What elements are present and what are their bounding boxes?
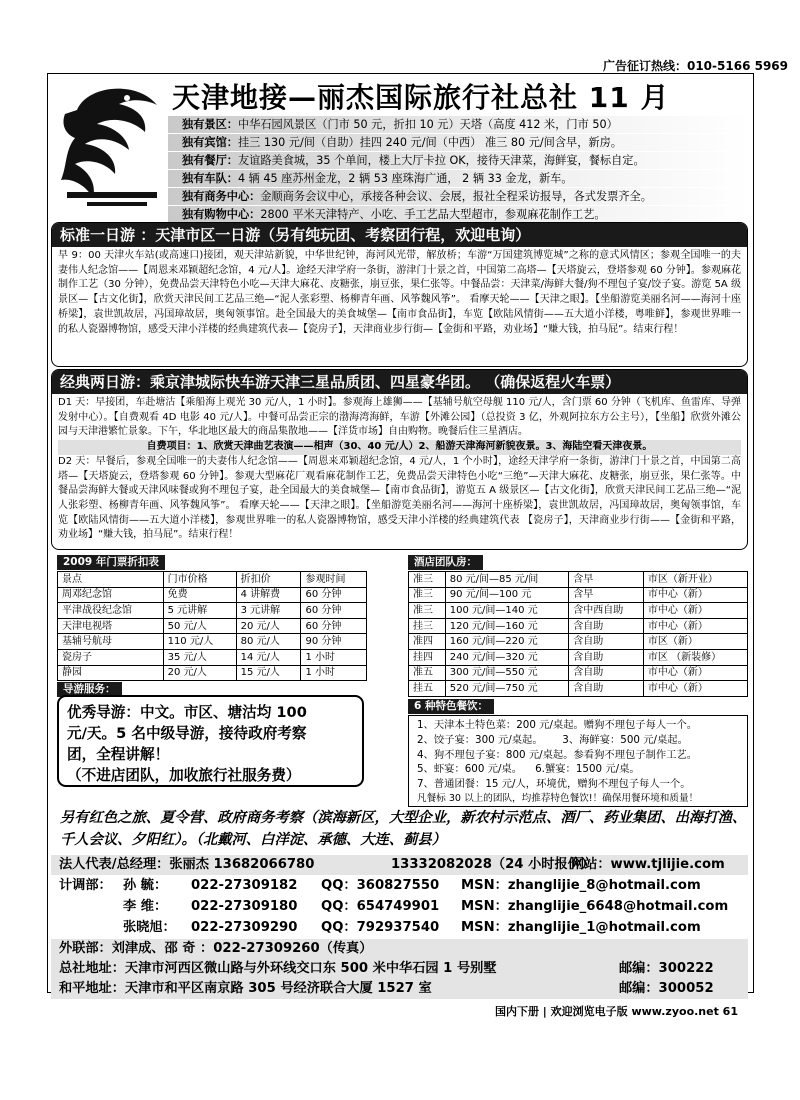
dish-line: 7、普通团餐：15 元/人，环境优，赠狗不理包子每人一个。 bbox=[417, 778, 691, 791]
table-cell: 15 元/人 bbox=[236, 665, 301, 681]
feature-scenic: 独有景区：中华石园风景区（门市 50 元，折扣 10 元）天塔（高度 412 米，门市 50） bbox=[168, 116, 748, 133]
contact-legal-row bbox=[51, 855, 748, 875]
one-day-tour-itinerary: 早 9：00 天津火车站(或高速口)接团，观天津站新貌，中华世纪钟，海河风光带，解放桥；车游“万国建筑博览城”之称的意式风情区；参观全国唯一的夫妻伟人纪念馆——【周恩来邓颖超纪念馆，4 元/人】。途经天津学府一条街，游津门十景之首，中国第二高塔—【天塔旋云，登塔参观 60 分钟】。参观麻花制作工艺（30 分钟），免费品尝天津特色小吃—天津大麻花、皮糖张，崩豆张，果仁张等。中餐品尝：天津菜/海鲜大餐/狗不理包子宴/饺子宴。游览 5A 级景区—【古文化街】，欣赏天津民间工艺品三绝—“泥人张彩塑、杨柳青年画、风筝魏风筝”。 看摩天轮——【天津之眼】。【坐船游览美丽名河——海河十座桥梁】，袁世凯故居，冯国璋故居，奥匈领事馆。赴全国最大的美食城堡—【南市食品街】，车览【欧陆风情街——五大道小洋楼，粤唯鲜】，参观世界唯一的私人瓷器博物馆，感受天津小洋楼的经典建筑代表—【瓷房子】，天津商业步行街—【金街和平路，劝业场】“赚大钱，拍马屁”。结束行程！ bbox=[58, 250, 741, 335]
table-row bbox=[409, 634, 748, 650]
one-day-tour-section bbox=[51, 222, 748, 367]
table-cell: 景点 bbox=[58, 572, 164, 588]
hq-address-row bbox=[51, 959, 748, 979]
table-header-row bbox=[58, 572, 367, 588]
table-cell: 60 分钟 bbox=[301, 603, 367, 619]
dish-item: 5、虾宴：600 元/桌。 bbox=[417, 763, 523, 776]
table-cell: 3 元讲解 bbox=[236, 603, 301, 619]
table-cell: 含中西自助 bbox=[569, 603, 644, 619]
table-cell: 300 元/间—550 元 bbox=[445, 665, 569, 681]
table-cell: 准五 bbox=[409, 665, 446, 681]
two-day-tour-extras: 自费项目：1、欣赏天津曲艺表演——相声（30、40 元/人）2、船游天津海河新貌夜景。3、海陆空看天津夜景。 bbox=[58, 440, 741, 455]
contact-person-row bbox=[51, 897, 748, 917]
table-row bbox=[58, 603, 367, 619]
table-cell: 5 元讲解 bbox=[163, 603, 236, 619]
table-row bbox=[58, 587, 367, 603]
table-row bbox=[409, 665, 748, 681]
contact-name: 张晓旭： bbox=[123, 920, 176, 935]
two-day-tour-day1: D1 天：早接团，车赴塘沽【乘船海上观光 30 元/人，1 小时】。参观海上雄狮——【基辅号航空母舰 110 元/人，含门票 60 分钟（飞机库、鱼雷库、导弹发射中心）。【自费观看 4D 电影 40 元/人】。中餐可品尝正宗的渤海湾海鲜，车游【外滩公园】（总投资 3 亿，外观阿拉东方公主号），【坐船】欣赏外滩公园与天津港繁忙景象。下午，华北地区最大的商品集散地——【洋货市场】自由购物。晚餐后住三星酒店。 bbox=[58, 397, 741, 438]
table-cell: 参观时间 bbox=[301, 572, 367, 588]
dishes-label: 6 种特色餐饮： bbox=[408, 699, 494, 714]
feature-shopping-center: 独有购物中心：2800 平米天津特产、小吃、手工艺品大型超市，参观麻花制作工艺。 bbox=[168, 206, 748, 223]
other-tours-note: 另有红色之旅、夏令营、政府商务考察（滨海新区，大型企业，新农村示范点、酒厂、药业集团、出海打渔、千人会议、夕阳红）。（北戴河、白洋淀、承德、大连、蓟县） bbox=[60, 810, 747, 848]
guide-service-box bbox=[57, 695, 364, 787]
dish-line bbox=[417, 733, 739, 748]
table-cell: 市中心（新） bbox=[643, 681, 747, 697]
contact-name: 李 维： bbox=[123, 899, 168, 914]
guide-line: 团，全程讲解！ bbox=[67, 746, 170, 763]
table-cell: 50 元/人 bbox=[163, 618, 236, 634]
table-cell: 120 元/间—160 元 bbox=[445, 618, 569, 634]
table-cell: 160 元/间—220 元 bbox=[445, 634, 569, 650]
dragon-logo-icon bbox=[57, 80, 167, 210]
table-row bbox=[409, 681, 748, 697]
contact-msn[interactable]: MSN：zhanglijie_8@hotmail.com bbox=[461, 878, 701, 893]
table-cell: 挂四 bbox=[409, 649, 446, 665]
table-row bbox=[409, 603, 748, 619]
legal-representative: 法人代表/总经理：张丽杰 13682066780 bbox=[59, 857, 315, 872]
contact-name: 孙 毓： bbox=[123, 878, 168, 893]
table-cell: 准三 bbox=[409, 572, 446, 588]
table-cell: 市中心（新） bbox=[643, 665, 747, 681]
guide-service-label: 导游服务： bbox=[57, 682, 122, 697]
table-cell: 110 元/人 bbox=[163, 634, 236, 650]
contact-qq: QQ：360827550 bbox=[321, 878, 440, 893]
contact-phone: 022-27309290 bbox=[191, 920, 298, 935]
table-cell: 90 元/间—100 元 bbox=[445, 587, 569, 603]
table-cell: 免费 bbox=[163, 587, 236, 603]
heping-address-row bbox=[51, 979, 748, 999]
heping-zip: 邮编：300052 bbox=[619, 981, 714, 996]
feature-restaurant: 独有餐厅：友谊路美食城，35 个单间，楼上大厅卡拉 OK，接待天津菜，海鲜宴，餐标自定。 bbox=[168, 152, 748, 169]
contact-phone: 022-27309180 bbox=[191, 899, 298, 914]
two-day-tour-day2: D2 天：早餐后，参观全国唯一的夫妻伟人纪念馆——【周恩来邓颖超纪念馆，4 元/人，1 个小时】，途经天津学府一条街，游津门十景之首，中国第二高塔—【天塔旋云，登塔参观 60 分钟】。参观大型麻花厂观看麻花制作工艺，免费品尝天津特色小吃“三绝”—天津大麻花、皮糖张，崩豆张，果仁张等。中餐品尝海鲜大餐或天津风味餐或狗不理包子宴，赴全国最大的美食城堡—【南市食品街】，游览五 A 级景区—【古文化街】，欣赏天津民间工艺品三绝—“泥人张彩塑、杨柳青年画、风筝魏风筝”。 看摩天轮——【天津之眼】。【坐船游览美丽名河——海河十座桥梁】，袁世凯故居，冯国璋故居，奥匈领事馆，车览【欧陆风情街——五大道小洋楼】，参观世界唯一的私人瓷器博物馆，感受天津小洋楼的经典建筑代表 【瓷房子】，天津商业步行街——【金街和平路，劝业场】“赚大钱，拍马屁”。结束行程！ bbox=[58, 455, 741, 541]
table-cell: 100 元/间—140 元 bbox=[445, 603, 569, 619]
contact-person-row bbox=[51, 918, 748, 938]
table-cell: 20 元/人 bbox=[163, 665, 236, 681]
table-cell: 挂五 bbox=[409, 681, 446, 697]
contact-qq: QQ：654749901 bbox=[321, 899, 440, 914]
table-cell: 瓷房子 bbox=[58, 649, 164, 665]
special-dishes-box bbox=[408, 715, 748, 807]
table-cell: 含早 bbox=[569, 587, 644, 603]
table-cell: 含自助 bbox=[569, 634, 644, 650]
table-cell: 60 分钟 bbox=[301, 587, 367, 603]
table-cell: 折扣价 bbox=[236, 572, 301, 588]
one-day-tour-header: 标准一日游 ：天津市区一日游（另有纯玩团、考察团行程，欢迎电询） bbox=[52, 223, 747, 247]
table-row bbox=[58, 649, 367, 665]
table-cell: 520 元/间—750 元 bbox=[445, 681, 569, 697]
table-row bbox=[409, 618, 748, 634]
table-cell: 准四 bbox=[409, 634, 446, 650]
dept-label: 计调部： bbox=[59, 878, 112, 893]
dish-line bbox=[417, 762, 739, 777]
table-cell: 80 元/人 bbox=[236, 634, 301, 650]
table-cell: 市中心（新） bbox=[643, 587, 747, 603]
table-cell: 240 元/间—320 元 bbox=[445, 649, 569, 665]
table-cell: 80 元/间—85 元/间 bbox=[445, 572, 569, 588]
table-cell: 含自助 bbox=[569, 665, 644, 681]
table-cell: 平津战役纪念馆 bbox=[58, 603, 164, 619]
hotel-table-label: 酒店团队房： bbox=[408, 555, 483, 570]
table-cell: 市中心（新） bbox=[643, 603, 747, 619]
contact-phone: 022-27309182 bbox=[191, 878, 298, 893]
two-day-tour-header: 经典两日游：乘京津城际快车游天津三星品质团、四星豪华团。 （确保返程火车票） bbox=[52, 370, 747, 394]
table-cell: 14 元/人 bbox=[236, 649, 301, 665]
dish-line: 1、天津本土特色菜：200 元/桌起。赠狗不理包子每人一个。 bbox=[417, 719, 698, 731]
table-cell: 市中心（新） bbox=[643, 618, 747, 634]
table-row bbox=[409, 649, 748, 665]
feature-hotel: 独有宾馆：挂三 130 元/间（自助）挂四 240 元/间（中西） 准三 80 元/间含早，新房。 bbox=[168, 134, 748, 151]
hotel-rate-table bbox=[408, 571, 748, 697]
ad-hotline: 广告征订热线：010-5166 5969 bbox=[602, 59, 788, 73]
dish-line: 凡餐标 30 以上的团队，均推荐特色餐饮!！确保用餐环境和质量！ bbox=[417, 792, 699, 804]
table-cell: 60 分钟 bbox=[301, 618, 367, 634]
table-cell: 准三 bbox=[409, 587, 446, 603]
feature-fleet: 独有车队：4 辆 45 座苏州金龙，2 辆 53 座珠海广通， 2 辆 33 金龙，新车。 bbox=[168, 170, 748, 187]
feature-business-center: 独有商务中心：金顺商务会议中心，承接各种会议、会展，报社全程采访报导，各式发票齐全。 bbox=[168, 188, 748, 205]
table-cell: 静园 bbox=[58, 665, 164, 681]
contact-qq: QQ：792937540 bbox=[321, 920, 440, 935]
guide-line: 优秀导游：中文。市区、塘沽均 100 bbox=[67, 704, 307, 721]
table-row bbox=[58, 618, 367, 634]
contact-person-row bbox=[51, 876, 748, 896]
table-cell: 含自助 bbox=[569, 618, 644, 634]
dish-item: 2、饺子宴：300 元/桌起。 bbox=[417, 733, 543, 746]
table-cell: 4 讲解费 bbox=[236, 587, 301, 603]
table-cell: 含自助 bbox=[569, 681, 644, 697]
contact-msn[interactable]: MSN：zhanglijie_1@hotmail.com bbox=[461, 920, 701, 935]
contact-foreign-dept bbox=[51, 939, 748, 959]
table-cell: 周邓纪念馆 bbox=[58, 587, 164, 603]
legal-phone-24h: 13332082028（24 小时报价） bbox=[391, 857, 595, 872]
table-row bbox=[58, 634, 367, 650]
table-row bbox=[409, 572, 748, 588]
table-cell: 90 分钟 bbox=[301, 634, 367, 650]
ticket-table-label: 2009 年门票折扣表 bbox=[57, 555, 165, 570]
foreign-dept-text: 外联部：刘津成、邵 奇 ：022-27309260（传真） bbox=[59, 941, 373, 956]
guide-line: 元/天。5 名中级导游，接待政府考察 bbox=[67, 725, 307, 742]
two-day-tour-section bbox=[51, 369, 748, 550]
table-cell: 1 小时 bbox=[301, 665, 367, 681]
table-row bbox=[409, 587, 748, 603]
hq-address: 总社地址：天津市河西区微山路与外环线交口东 500 米中华石园 1 号别墅 bbox=[59, 961, 497, 976]
table-cell: 市区（新） bbox=[643, 634, 747, 650]
website-link[interactable]: 网站：www.tjlijie.com bbox=[571, 857, 725, 872]
dish-line: 4、狗不理包子宴：800 元/桌起。参看狗不理包子制作工艺。 bbox=[417, 748, 698, 761]
dish-item: 6.蟹宴：1500 元/桌。 bbox=[535, 763, 640, 776]
heping-address: 和平地址：天津市和平区南京路 305 号经济联合大厦 1527 室 bbox=[59, 981, 432, 996]
table-cell: 挂三 bbox=[409, 618, 446, 634]
agency-headline: 天津地接—丽杰国际旅行社总社 11 月 bbox=[172, 81, 670, 114]
page-footer: 国内下册 | 欢迎浏览电子版 www.zyoo.net 61 bbox=[494, 1005, 738, 1018]
table-cell: 天津电视塔 bbox=[58, 618, 164, 634]
table-cell: 20 元/人 bbox=[236, 618, 301, 634]
table-cell: 含早 bbox=[569, 572, 644, 588]
table-cell: 含自助 bbox=[569, 649, 644, 665]
table-cell: 35 元/人 bbox=[163, 649, 236, 665]
table-row bbox=[58, 665, 367, 681]
contact-msn[interactable]: MSN：zhanglijie_6648@hotmail.com bbox=[461, 899, 729, 914]
table-cell: 1 小时 bbox=[301, 649, 367, 665]
ticket-discount-table bbox=[57, 571, 367, 681]
hq-zip: 邮编：300222 bbox=[619, 961, 714, 976]
guide-line: （不进店团队，加收旅行社服务费） bbox=[67, 767, 301, 784]
table-cell: 门市价格 bbox=[163, 572, 236, 588]
table-cell: 准三 bbox=[409, 603, 446, 619]
table-cell: 基辅号航母 bbox=[58, 634, 164, 650]
table-cell: 市区 （新装修） bbox=[643, 649, 747, 665]
dish-item: 3、海鲜宴：500 元/桌起。 bbox=[562, 733, 688, 746]
table-cell: 市区（新开业） bbox=[643, 572, 747, 588]
